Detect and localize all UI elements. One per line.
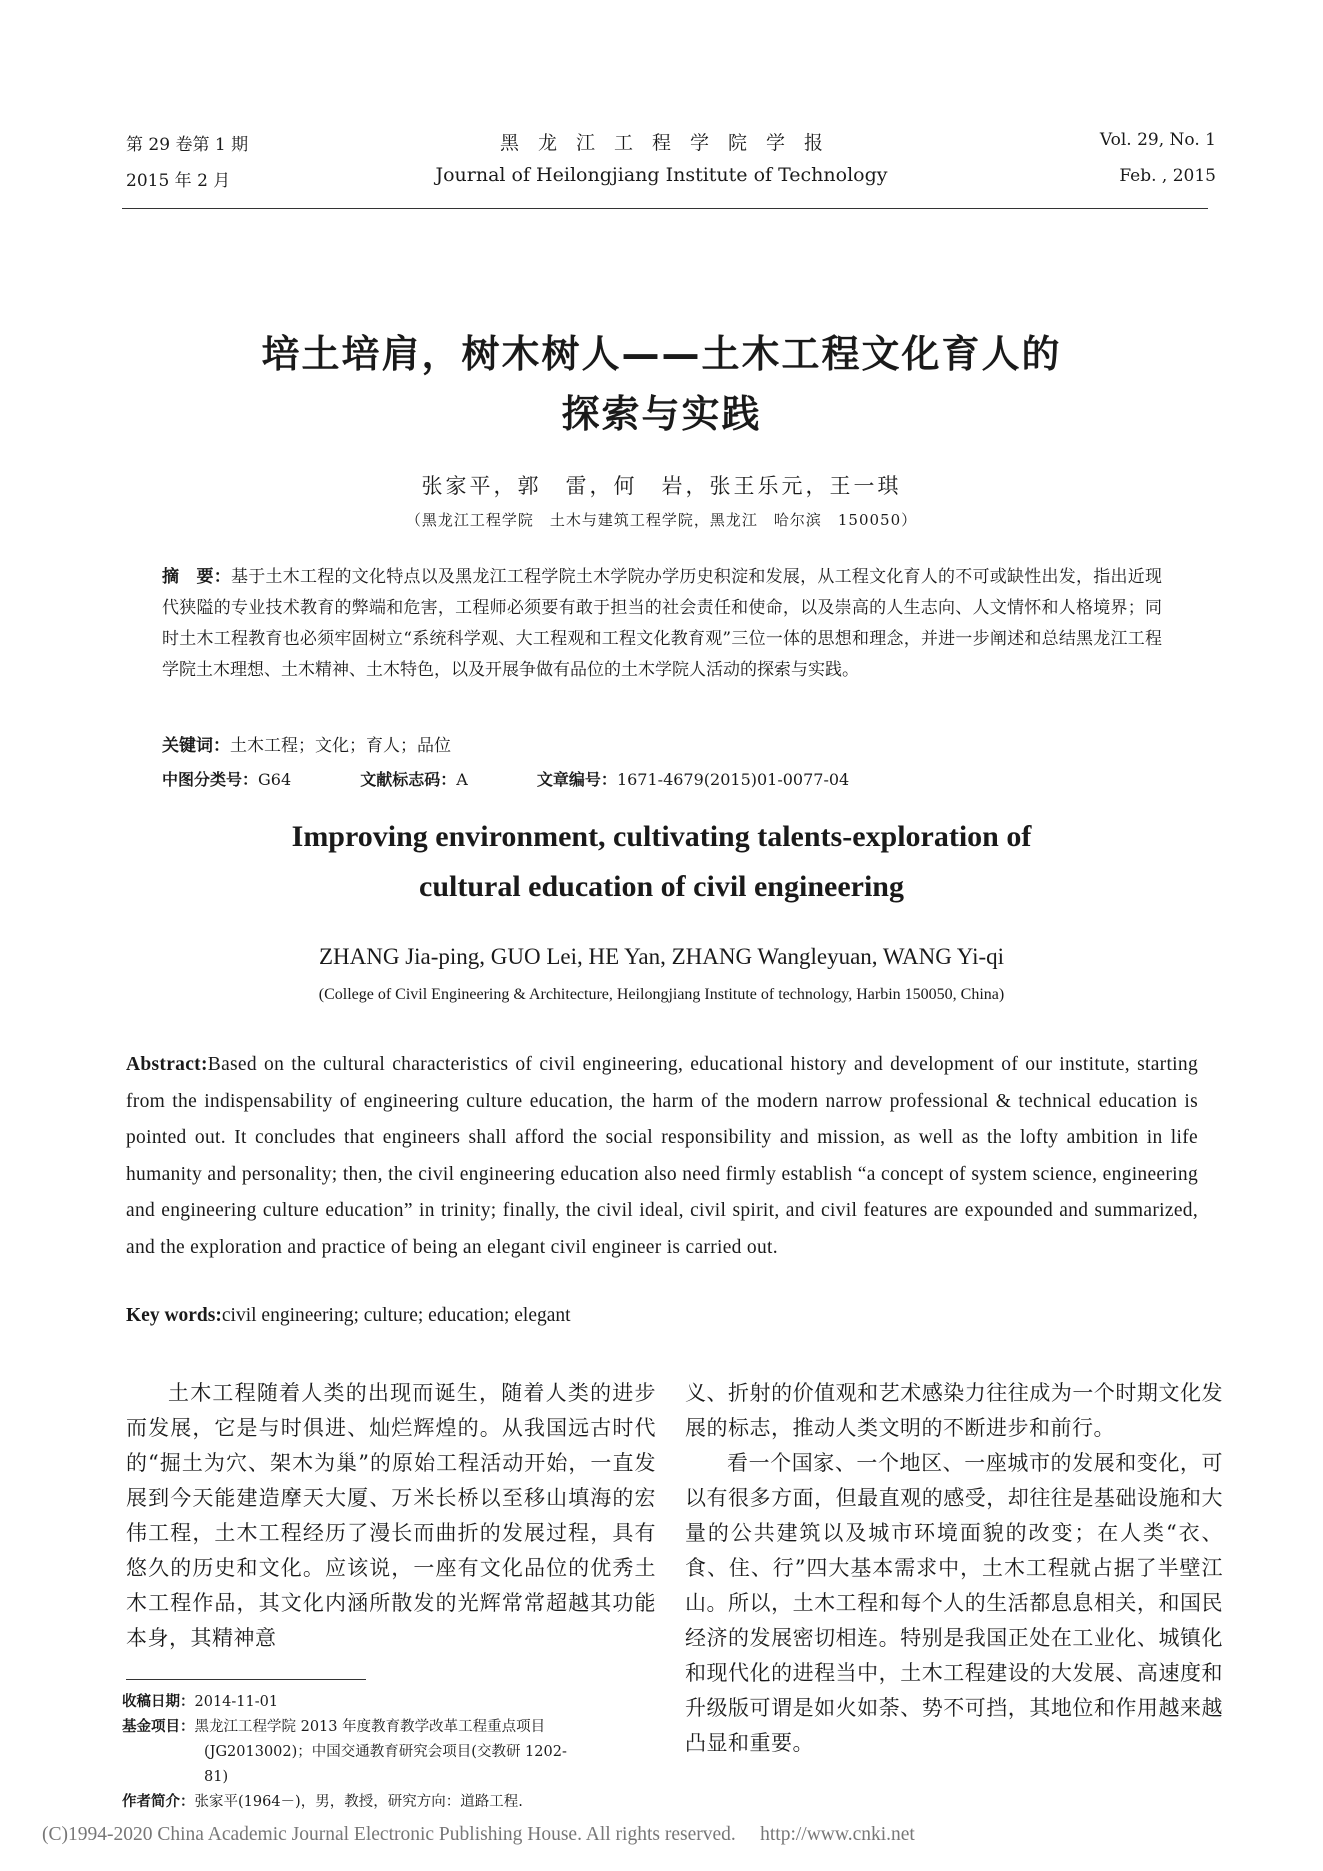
keywords-en-text: civil engineering; culture; education; elegant <box>221 1305 571 1326</box>
affiliation-cn: （黑龙江工程学院 土木与建筑工程学院，黑龙江 哈尔滨 150050） <box>405 511 918 529</box>
received-date: 2014-11-01 <box>194 1694 279 1710</box>
keywords-cn-label: 关键词： <box>162 736 230 756</box>
fund-line3: 81) <box>204 1769 229 1785</box>
clc-label: 中图分类号： <box>162 770 259 789</box>
title-cn-line1: 培土培肩，树木树人——土木工程文化育人的 <box>261 332 1062 376</box>
copyright-notice: (C)1994-2020 China Academic Journal Electronic Publishing House. All rights reserved. http://www.cnki.net <box>42 1824 915 1845</box>
date-cn: 2015 年 2 月 <box>126 171 231 191</box>
body-paragraph: 土木工程随着人类的出现而诞生，随着人类的进步而发展，它是与时俱进、灿烂辉煌的。从我国远古时代的“掘土为穴、架木为巢”的原始工程活动开始，一直发展到今天能建造摩天大厦、万米长桥以至移山填海的宏伟工程，土木工程经历了漫长而曲折的发展过程，具有悠久的历史和文化。应该说，一座有文化品位的优秀土木工程作品，其文化内涵所散发的光辉常常超越其功能本身，其精神意 <box>126 1381 656 1650</box>
title-en-line1: Improving environment, cultivating talents-exploration of <box>291 820 1032 853</box>
body-left-column <box>126 1376 656 1656</box>
issue-number-en: Vol. 29, No. 1 <box>1099 130 1216 150</box>
keywords-cn <box>162 731 1162 762</box>
body-right-column <box>685 1376 1223 1761</box>
abstract-en-label: Abstract: <box>126 1054 208 1075</box>
abstract-cn-text: 基于土木工程的文化特点以及黑龙江工程学院土木学院办学历史积淀和发展，从工程文化育人的不可或缺性出发，指出近现代狭隘的专业技术教育的弊端和危害，工程师必须要有敢于担当的社会责任和使命，以及崇高的人生志向、人文情怀和人格境界；同时土木工程教育也必须牢固树立“系统科学观、大工程观和工程文化教育观”三位一体的思想和理念，并进一步阐述和总结黑龙江工程学院土木理想、土木精神、土木特色，以及开展争做有品位的土木学院人活动的探索与实践。 <box>162 567 1162 680</box>
classification-row <box>162 767 1162 790</box>
issue-number-cn: 第 29 卷第 1 期 <box>126 135 249 155</box>
author-bio: 张家平(1964－)，男，教授，研究方向：道路工程. <box>194 1794 523 1810</box>
footnotes <box>122 1690 652 1815</box>
body-paragraph: 义、折射的价值观和艺术感染力往往成为一个时期文化发展的标志，推动人类文明的不断进步和前行。 <box>685 1381 1223 1440</box>
keywords-en-label: Key words: <box>126 1305 222 1326</box>
affiliation-en: (College of Civil Engineering & Architecture, Heilongjiang Institute of technology, Harbin 150050, China) <box>318 986 1005 1003</box>
doc-code-label: 文献标志码： <box>360 770 457 789</box>
authors-en: ZHANG Jia-ping, GUO Lei, HE Yan, ZHANG Wangleyuan, WANG Yi-qi <box>318 944 1005 969</box>
body-paragraph: 看一个国家、一个地区、一座城市的发展和变化，可以有很多方面，但最直观的感受，却往往是基础设施和大量的公共建筑以及城市环境面貌的改变；在人类“衣、食、住、行”四大基本需求中，土木工程就占据了半壁江山。所以，土木工程和每个人的生活都息息相关，和国民经济的发展密切相连。特别是我国正处在工业化、城镇化和现代化的进程当中，土木工程建设的大发展、高速度和升级版可谓是如火如荼、势不可挡，其地位和作用越来越凸显和重要。 <box>685 1451 1223 1755</box>
title-en-line2: cultural education of civil engineering <box>419 870 904 903</box>
received-label: 收稿日期： <box>122 1694 195 1710</box>
fund-label: 基金项目： <box>122 1719 195 1735</box>
doc-code-value: A <box>456 770 468 789</box>
journal-name-en: Journal of Heilongjiang Institute of Technology <box>435 164 888 186</box>
fund-line1: 黑龙江工程学院 2013 年度教育教学改革工程重点项目 <box>194 1719 546 1735</box>
footnote-rule <box>126 1679 366 1680</box>
abstract-en <box>126 1047 1198 1266</box>
date-en: Feb. , 2015 <box>1119 166 1216 186</box>
fund-line2: (JG2013002)；中国交通教育研究会项目(交教研 1202- <box>204 1744 567 1760</box>
keywords-cn-text: 土木工程；文化；育人；品位 <box>230 736 451 756</box>
abstract-en-text: Based on the cultural characteristics of civil engineering, educational history and development of our institute, starting from the indispensability of engineering culture education, the harm of the modern narrow professional & technical education is pointed out. It concludes that engineers shall afford the social responsibility and mission, as well as the lofty ambition in life humanity and personality; then, the civil engineering education also need firmly establish “a concept of system science, engineering and engineering culture education” in trinity; finally, the civil ideal, civil spirit, and civil features are expounded and summarized, and the exploration and practice of being an elegant civil engineer is carried out. <box>126 1054 1198 1258</box>
authors-cn: 张家平，郭 雷，何 岩，张王乐元，王一琪 <box>421 474 902 498</box>
article-number-label: 文章编号： <box>536 770 617 789</box>
header-rule <box>122 208 1208 209</box>
article-number-value: 1671-4679(2015)01-0077-04 <box>616 770 850 789</box>
abstract-cn-label: 摘 要： <box>162 567 231 587</box>
journal-name-cn: 黑 龙 江 工 程 学 院 学 报 <box>499 132 823 154</box>
author-bio-label: 作者简介： <box>122 1794 195 1810</box>
abstract-cn <box>162 562 1162 686</box>
clc-value: G64 <box>258 770 292 789</box>
keywords-en <box>126 1305 1198 1327</box>
title-cn-line2: 探索与实践 <box>561 392 762 436</box>
